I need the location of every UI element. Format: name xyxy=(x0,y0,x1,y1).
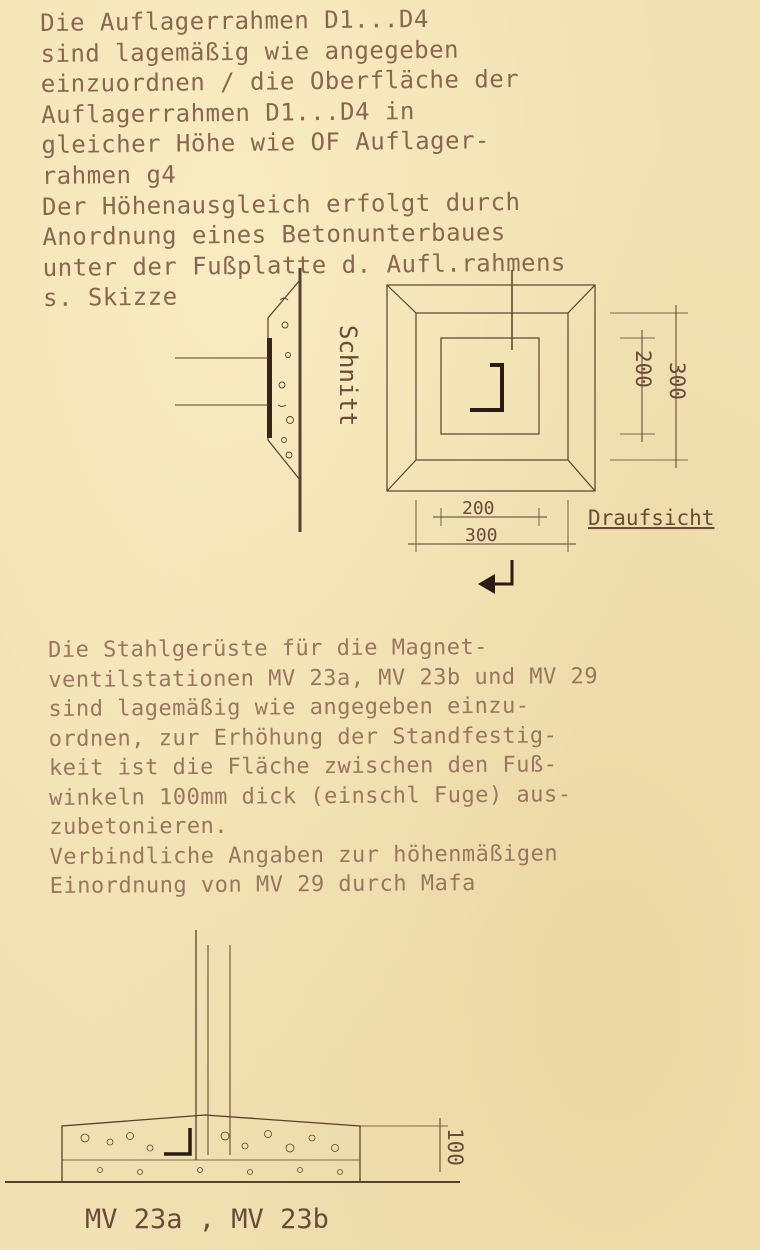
plan-corner-line xyxy=(387,460,416,491)
section-concrete-outline xyxy=(268,280,300,480)
plan-corner-line xyxy=(568,285,595,313)
detail-dim-label: 100 xyxy=(443,1128,467,1166)
plan-inner-frame xyxy=(441,338,539,434)
note-bottom-line: ventilstationen MV 23a, MV 23b und MV 29 xyxy=(48,663,599,693)
note-bottom-line: zubetonieren. xyxy=(49,813,229,840)
note-top-line: einzuordnen / die Oberfläche der xyxy=(40,65,520,99)
bottom-detail xyxy=(5,930,460,1182)
concrete-hatch xyxy=(81,1131,343,1175)
plan-middle-frame xyxy=(416,313,568,460)
plan-dim-inner-width: 200 xyxy=(462,498,495,519)
note-bottom-line: winkeln 100mm dick (einschl Fuge) aus- xyxy=(49,781,572,811)
note-top-line: rahmen g4 xyxy=(41,160,177,190)
view-direction-arrow xyxy=(478,560,512,594)
plan-corner-line xyxy=(568,460,595,491)
note-top-line: Der Höhenausgleich erfolgt durch xyxy=(41,187,521,221)
note-top-line: unter der Fußplatte d. Aufl.rahmens xyxy=(42,248,567,282)
note-bottom-line: sind lagemäßig wie angegeben einzu- xyxy=(48,693,530,722)
plan-angle-profile xyxy=(470,365,502,410)
note-top-line: Anordnung eines Betonunterbaues xyxy=(42,218,506,252)
detail-caption: MV 23a , MV 23b xyxy=(85,1204,329,1235)
plan-dim-outer-height: 300 xyxy=(665,362,689,400)
note-top-line: Auflagerrahmen D1...D4 in xyxy=(40,96,415,129)
note-bottom-line: Einordnung von MV 29 durch Mafa xyxy=(49,871,476,899)
note-bottom-line: Verbindliche Angaben zur höhenmäßigen xyxy=(49,840,559,870)
note-top-line: s. Skizze xyxy=(42,282,178,313)
note-bottom-line: ordnen, zur Erhöhung der Standfestig- xyxy=(48,722,558,752)
note-top-line: sind lagemäßig wie angegeben xyxy=(40,35,460,68)
plan-dim-inner-height: 200 xyxy=(631,350,655,388)
note-top-line: Die Auflagerrahmen D1...D4 xyxy=(40,4,429,37)
note-bottom xyxy=(48,632,600,901)
note-bottom-line: keit ist die Fläche zwischen den Fuß- xyxy=(48,752,558,781)
plan-view-label: Draufsicht xyxy=(588,506,715,530)
plan-dim-outer-width: 300 xyxy=(465,525,498,546)
plan-corner-line xyxy=(387,285,416,313)
section-sketch xyxy=(175,268,300,532)
note-top-line: gleicher Höhe wie OF Auflager- xyxy=(41,126,491,160)
note-bottom-line: Die Stahlgerüste für die Magnet- xyxy=(48,634,489,663)
section-label: Schnitt xyxy=(334,325,362,427)
concrete-slab-outline xyxy=(62,1115,360,1182)
section-hatch xyxy=(278,298,294,458)
foot-angle-profile xyxy=(164,1128,190,1154)
section-plate xyxy=(267,338,272,438)
